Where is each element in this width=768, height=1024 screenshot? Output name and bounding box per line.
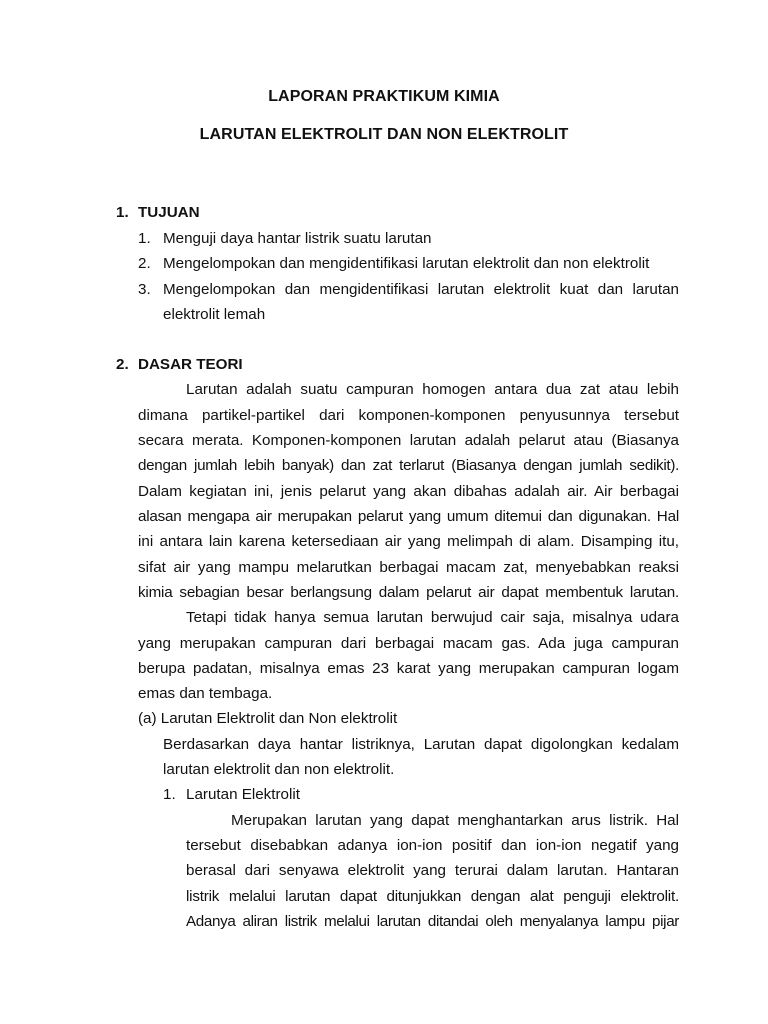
section-number: 1.: [116, 204, 129, 221]
paragraph-line: emas dan tembaga.: [138, 685, 273, 702]
paragraph-line: Tetapi tidak hanya semua larutan berwujud cair saja, misalnya udara: [186, 609, 679, 626]
list-item-number: 1.: [138, 230, 151, 247]
subitem-heading: Larutan Elektrolit: [186, 786, 300, 803]
list-item-number: 2.: [138, 255, 151, 272]
paragraph-line: listrik melalui larutan dapat ditunjukkan dengan alat penguji elektrolit.: [186, 888, 679, 905]
subsection-heading: (a) Larutan Elektrolit dan Non elektrolit: [138, 710, 398, 727]
paragraph-line: larutan elektrolit dan non elektrolit.: [163, 761, 395, 778]
paragraph-line: sifat air yang mampu melarutkan berbagai macam zat, menyebabkan reaksi: [138, 559, 679, 576]
paragraph-line: berasal dari senyawa elektrolit yang terurai dalam larutan. Hantaran: [186, 862, 679, 879]
list-item-text: Mengelompokan dan mengidentifikasi larutan elektrolit kuat dan larutan: [163, 281, 679, 298]
list-item-text: Menguji daya hantar listrik suatu larutan: [163, 230, 432, 247]
document-subtitle: LARUTAN ELEKTROLIT DAN NON ELEKTROLIT: [199, 126, 569, 143]
paragraph-line: berupa padatan, misalnya emas 23 karat yang merupakan campuran logam: [138, 660, 679, 677]
list-item-number: 1.: [163, 786, 176, 803]
paragraph-line: alasan mengapa air merupakan pelarut yang umum ditemui dan digunakan. Hal: [138, 508, 679, 525]
paragraph-line: yang merupakan campuran dari berbagai macam gas. Ada juga campuran: [138, 635, 679, 652]
paragraph-line: secara merata. Komponen-komponen larutan adalah pelarut atau (Biasanya: [138, 432, 679, 449]
paragraph-line: tersebut disebabkan adanya ion-ion positif dan ion-ion negatif yang: [186, 837, 679, 854]
section-heading: TUJUAN: [138, 204, 200, 221]
section-heading: DASAR TEORI: [138, 356, 243, 373]
paragraph-line: kimia sebagian besar berlangsung dalam pelarut air dapat membentuk larutan.: [138, 584, 679, 601]
section-number: 2.: [116, 356, 129, 373]
paragraph-line: Adanya aliran listrik melalui larutan ditandai oleh menyalanya lampu pijar: [186, 913, 679, 930]
paragraph-line: dengan jumlah lebih banyak) dan zat terlarut (Biasanya dengan jumlah sedikit).: [138, 457, 679, 474]
list-item-number: 3.: [138, 281, 151, 298]
paragraph-line: Berdasarkan daya hantar listriknya, Larutan dapat digolongkan kedalam: [163, 736, 679, 753]
document-title: LAPORAN PRAKTIKUM KIMIA: [268, 88, 500, 105]
list-item-text: Mengelompokan dan mengidentifikasi larutan elektrolit dan non elektrolit: [163, 255, 650, 272]
paragraph-line: dimana partikel-partikel dari komponen-komponen penyusunnya tersebut: [138, 407, 679, 424]
paragraph-line: Merupakan larutan yang dapat menghantarkan arus listrik. Hal: [231, 812, 679, 829]
paragraph-line: Larutan adalah suatu campuran homogen antara dua zat atau lebih: [186, 381, 679, 398]
paragraph-line: ini antara lain karena ketersediaan air yang melimpah di alam. Disamping itu,: [138, 533, 679, 550]
list-item-text-continued: elektrolit lemah: [163, 306, 266, 323]
paragraph-line: Dalam kegiatan ini, jenis pelarut yang akan dibahas adalah air. Air berbagai: [138, 483, 679, 500]
